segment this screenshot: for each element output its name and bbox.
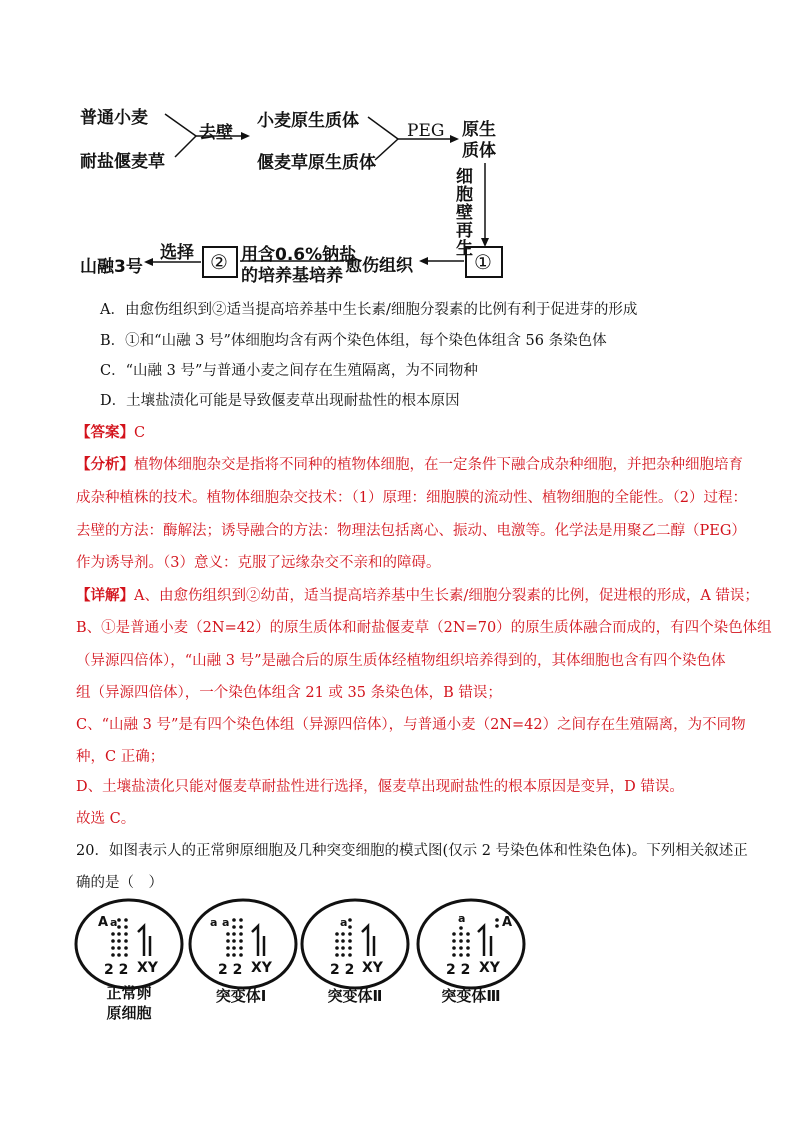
- label-select: 选择: [160, 243, 194, 263]
- analysis-line: 去壁的方法：酶解法；诱导融合的方法：物理法包括离心、振动、电激等。化学法是用聚乙二醇（PEG）: [76, 523, 746, 539]
- svg-text:A: A: [502, 915, 513, 930]
- regen-char: 壁: [456, 203, 473, 223]
- regen-char: 胞: [456, 185, 473, 205]
- detail-line: 组（异源四倍体），一个染色体组含 21 或 35 条染色体，B 错误；: [76, 685, 502, 701]
- analysis-line: 作为诱导剂。（3）意义：克服了远缘杂交不亲和的障碍。: [76, 555, 441, 571]
- svg-text:a: a: [210, 916, 218, 929]
- detail-line: C、“山融 3 号”是有四个染色体组（异源四倍体），与普通小麦（2N=42）之间存在生殖隔离，为不同物: [76, 717, 746, 733]
- svg-text:2 2: 2 2: [218, 962, 243, 978]
- cell-normal: [76, 900, 182, 988]
- cell-mutant-2: [302, 900, 408, 988]
- cell-label-normal: 正常卵 原细胞: [106, 984, 152, 1022]
- detail-line: 故选 C。: [76, 811, 136, 827]
- box-2-label: ②: [210, 250, 228, 274]
- regen-char: 细: [456, 167, 473, 187]
- label-peg: PEG: [407, 121, 445, 141]
- answer-tag: 【答案】: [76, 424, 134, 441]
- question-line: 确的是（ ）: [76, 875, 163, 891]
- option-a: A．由愈伤组织到②适当提高培养基中生长素/细胞分裂素的比例有利于促进芽的形成: [100, 302, 638, 318]
- box-1-label: ①: [474, 250, 492, 274]
- answer-line: [76, 421, 145, 442]
- analysis-line: 植物体细胞杂交是指将不同种的植物体细胞，在一定条件下融合成杂种细胞，并把杂种细胞培育: [134, 457, 743, 473]
- detail-line: D、土壤盐渍化只能对偃麦草耐盐性进行选择，偃麦草出现耐盐性的根本原因是变异，D 错误。: [76, 779, 684, 795]
- label-wheat: 普通小麦: [80, 108, 148, 128]
- cell-mutant-1: [190, 900, 296, 988]
- svg-text:XY: XY: [362, 960, 383, 976]
- regen-char: 再: [456, 221, 473, 241]
- label-shanrong: 山融3号: [80, 257, 143, 277]
- option-c: C．“山融 3 号”与普通小麦之间存在生殖隔离，为不同物种: [100, 363, 478, 379]
- cell-label-mutant-2: 突变体Ⅱ: [327, 987, 383, 1005]
- svg-text:a: a: [110, 916, 118, 929]
- label-remove-wall: 去壁: [199, 123, 233, 143]
- detail-line: B、①是普通小麦（2N=42）的原生质体和耐盐偃麦草（2N=70）的原生质体融合而成的，有四个染色体组: [76, 620, 772, 636]
- detail-line: A、由愈伤组织到②幼苗，适当提高培养基中生长素/细胞分裂素的比例，促进根的形成，A 错误；: [134, 588, 759, 604]
- svg-text:2 2: 2 2: [104, 962, 129, 978]
- cell-mutant-3: [418, 900, 524, 988]
- regen-char: 生: [456, 239, 473, 259]
- svg-text:XY: XY: [251, 960, 272, 976]
- svg-text:XY: XY: [479, 960, 500, 976]
- label-grass-protoplast: 偃麦草原生质体: [257, 153, 376, 173]
- option-b: B．①和“山融 3 号”体细胞均含有两个染色体组，每个染色体组含 56 条染色体: [100, 333, 607, 349]
- analysis-line: 成杂种植株的技术。植物体细胞杂交技术：（1）原理：细胞膜的流动性、植物细胞的全能性。（2）过程：: [76, 490, 747, 506]
- svg-text:XY: XY: [137, 960, 158, 976]
- svg-text:a: a: [222, 916, 230, 929]
- cell-label-mutant-3: 突变体Ⅲ: [441, 987, 501, 1005]
- svg-text:a: a: [458, 912, 466, 925]
- detail-line: （异源四倍体），“山融 3 号”是融合后的原生质体经植物组织培养得到的，其体细胞也含有四个染色体: [76, 653, 726, 669]
- label-protoplast-1: 原生: [462, 120, 496, 140]
- detail-line: 种，C 正确；: [76, 749, 165, 765]
- allele-a-text: A: [98, 915, 109, 930]
- svg-text:2 2: 2 2: [446, 962, 471, 978]
- option-d: D．土壤盐渍化可能是导致偃麦草出现耐盐性的根本原因: [100, 393, 460, 409]
- label-culture-2: 的培养基培养: [241, 266, 343, 286]
- label-wheat-protoplast: 小麦原生质体: [257, 111, 359, 131]
- detail-tag: 【详解】: [76, 587, 134, 604]
- label-callus: 愈伤组织: [345, 256, 413, 276]
- svg-text:2 2: 2 2: [330, 962, 355, 978]
- analysis-tag: 【分析】: [76, 456, 134, 473]
- answer-value: C: [134, 425, 146, 441]
- label-salt-grass: 耐盐偃麦草: [80, 152, 165, 172]
- flow-arrows: [0, 0, 800, 290]
- question-line: 20．如图表示人的正常卵原细胞及几种突变细胞的模式图(仅示 2 号染色体和性染色体)。下列相关叙述正: [76, 843, 748, 859]
- label-protoplast-2: 质体: [462, 141, 496, 161]
- cell-label-mutant-1: 突变体Ⅰ: [215, 987, 267, 1005]
- label-culture-1: 用含0.6%钠盐: [241, 245, 357, 265]
- svg-text:a: a: [340, 916, 348, 929]
